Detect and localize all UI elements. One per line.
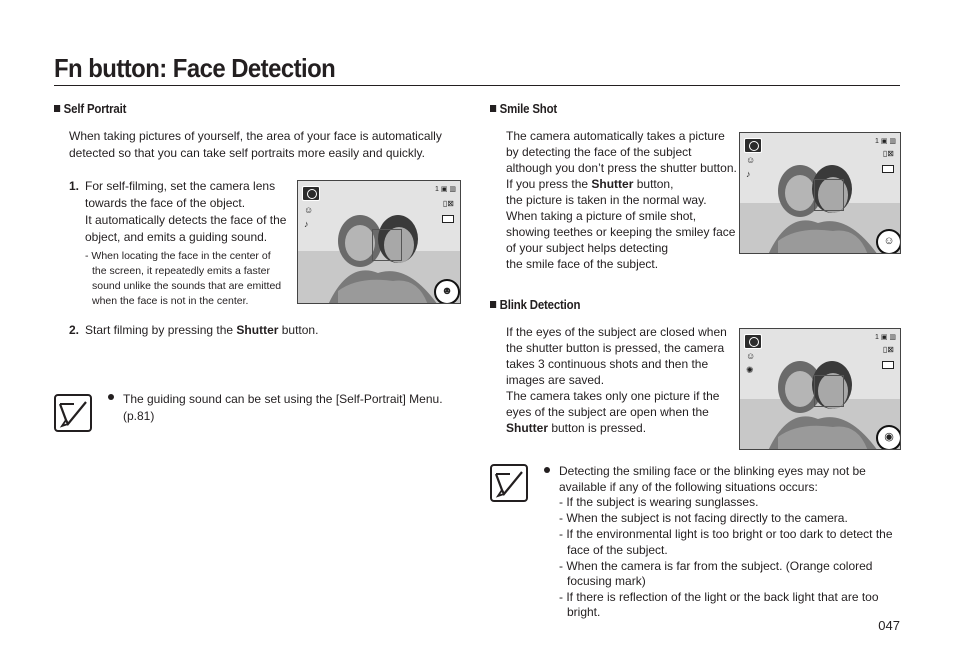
step1-sub-3: sound unlike the sounds that are emitted [92, 280, 282, 292]
blink-icon: ✺ [746, 365, 754, 375]
shot-count: 1 [874, 334, 879, 341]
heading-square-icon [490, 301, 496, 308]
face-detect-icon: ☺ [746, 155, 756, 165]
smile-press-bold: Shutter [591, 177, 634, 191]
blink-line-7 [506, 420, 646, 436]
blink-last-post: button is pressed. [548, 421, 647, 435]
smile-line-8: the smile face of the subject. [506, 257, 659, 271]
blink-detection-camera-screen [739, 328, 901, 450]
face-detect-icon: ☺ [304, 205, 314, 215]
heading-square-icon [490, 105, 496, 112]
smile-line-4: the picture is taken in the normal way. [506, 193, 707, 207]
step1-sub-2: the screen, it repeatedly emits a faster [92, 265, 271, 277]
bottom-note-10: bright. [567, 605, 601, 619]
bottom-note-7: - When the camera is far from the subject. (Orange colored [559, 559, 873, 573]
step1-text-1: For self-filming, set the camera lens [85, 179, 276, 193]
bottom-note-3: - If the subject is wearing sunglasses. [559, 495, 759, 509]
smile-shot-camera-screen [739, 132, 901, 254]
step1-line-2: towards the face of the object. [85, 196, 246, 210]
smile-shot-mode-icon: ☺ [876, 229, 901, 254]
smile-line-6: showing teethes or keeping the smiley face [506, 225, 736, 239]
bottom-note-2: available if any of the following situations occurs: [559, 480, 818, 494]
blink-line-3: takes 3 continuous shots and then the [506, 357, 709, 371]
bottom-note-6: face of the subject. [567, 543, 668, 557]
self-portrait-note-1: The guiding sound can be set using the [Self-Portrait] Menu. [123, 392, 443, 406]
shot-count: 1 [434, 186, 439, 193]
self-portrait-heading-text: Self Portrait [63, 101, 127, 116]
step1-line-1 [69, 178, 275, 194]
self-portrait-icon: ♪ [746, 169, 751, 179]
bottom-note-4: - When the subject is not facing directly to the camera. [559, 511, 848, 525]
page-number: 047 [878, 618, 900, 633]
smile-line-7: of your subject helps detecting [506, 241, 669, 255]
step2-text-bold: Shutter [236, 323, 279, 337]
step1-sub-1: - When locating the face in the center of [85, 250, 271, 262]
smile-line-2: by detecting the face of the subject [506, 145, 692, 159]
smile-line-1: The camera automatically takes a picture [506, 129, 725, 143]
face-focus-frame [372, 229, 402, 261]
note-bullet [108, 394, 114, 400]
self-portrait-intro-1: When taking pictures of yourself, the area of your face is automatically [69, 129, 442, 143]
memory-icon [882, 361, 894, 369]
blink-line-2: the shutter button is pressed, the camera [506, 341, 725, 355]
step2-number: 2. [69, 323, 80, 337]
face-focus-frame [814, 375, 844, 407]
step2-text-pre: Start filming by pressing the [85, 323, 237, 337]
step1-number: 1. [69, 179, 80, 193]
blink-line-1: If the eyes of the subject are closed when [506, 325, 727, 339]
note-pencil-icon [490, 464, 528, 502]
camera-mode-icon [744, 138, 762, 153]
smile-line-3: although you don’t press the shutter button. [506, 161, 737, 175]
step1-sub-4: when the face is not in the center. [92, 295, 249, 307]
zoom-indicator-icon: ▯⊠ [882, 149, 894, 158]
title-divider [54, 85, 900, 86]
memory-icon [442, 215, 454, 223]
shot-count: 1 [874, 138, 879, 145]
self-portrait-mode-icon: ☻ [434, 279, 460, 304]
step1-line-4: object, and emits a guiding sound. [85, 230, 268, 244]
status-bar: 1 ▣ ▥ [874, 138, 896, 145]
blink-last-bold: Shutter [506, 421, 548, 435]
status-bar: 1 ▣ ▥ [434, 186, 456, 193]
smile-shot-heading-text: Smile Shot [499, 101, 558, 116]
blink-line-6: eyes of the subject are open when the [506, 405, 709, 419]
face-detect-icon: ☺ [746, 351, 756, 361]
smile-shot-heading [490, 101, 557, 116]
blink-detection-heading-text: Blink Detection [499, 297, 581, 312]
bottom-note-9: - If there is reflection of the light or the back light that are too [559, 590, 879, 604]
self-portrait-intro-2: detected so that you can take self portraits more easily and quickly. [69, 146, 425, 160]
self-portrait-heading [54, 101, 126, 116]
status-bar: 1 ▣ ▥ [874, 334, 896, 341]
heading-square-icon [54, 105, 60, 112]
blink-line-4: images are saved. [506, 373, 605, 387]
page-title: Fn button: Face Detection [54, 53, 336, 83]
face-focus-frame [814, 179, 844, 211]
blink-detection-heading [490, 297, 580, 312]
smile-press-line [506, 176, 673, 192]
bottom-note-1: Detecting the smiling face or the blinking eyes may not be [559, 464, 866, 478]
note-pencil-icon [54, 394, 92, 432]
note-bullet [544, 467, 550, 473]
camera-mode-icon [302, 186, 320, 201]
step2-line [69, 322, 318, 338]
blink-line-5: The camera takes only one picture if the [506, 389, 720, 403]
smile-line-5: When taking a picture of smile shot, [506, 209, 697, 223]
step2-text-post: button. [278, 323, 319, 337]
zoom-indicator-icon: ▯⊠ [882, 345, 894, 354]
smile-press-post: button, [633, 177, 674, 191]
zoom-indicator-icon: ▯⊠ [442, 199, 454, 208]
self-portrait-note-2: (p.81) [123, 409, 155, 423]
self-portrait-camera-screen [297, 180, 461, 304]
bottom-note-8: focusing mark) [567, 574, 646, 588]
bottom-note-5: - If the environmental light is too bright or too dark to detect the [559, 527, 893, 541]
smile-press-pre: If you press the [506, 177, 592, 191]
memory-icon [882, 165, 894, 173]
step1-line-3: It automatically detects the face of the [85, 213, 287, 227]
self-portrait-icon: ♪ [304, 219, 309, 229]
blink-detection-mode-icon: ◉ [876, 425, 901, 450]
camera-mode-icon [744, 334, 762, 349]
